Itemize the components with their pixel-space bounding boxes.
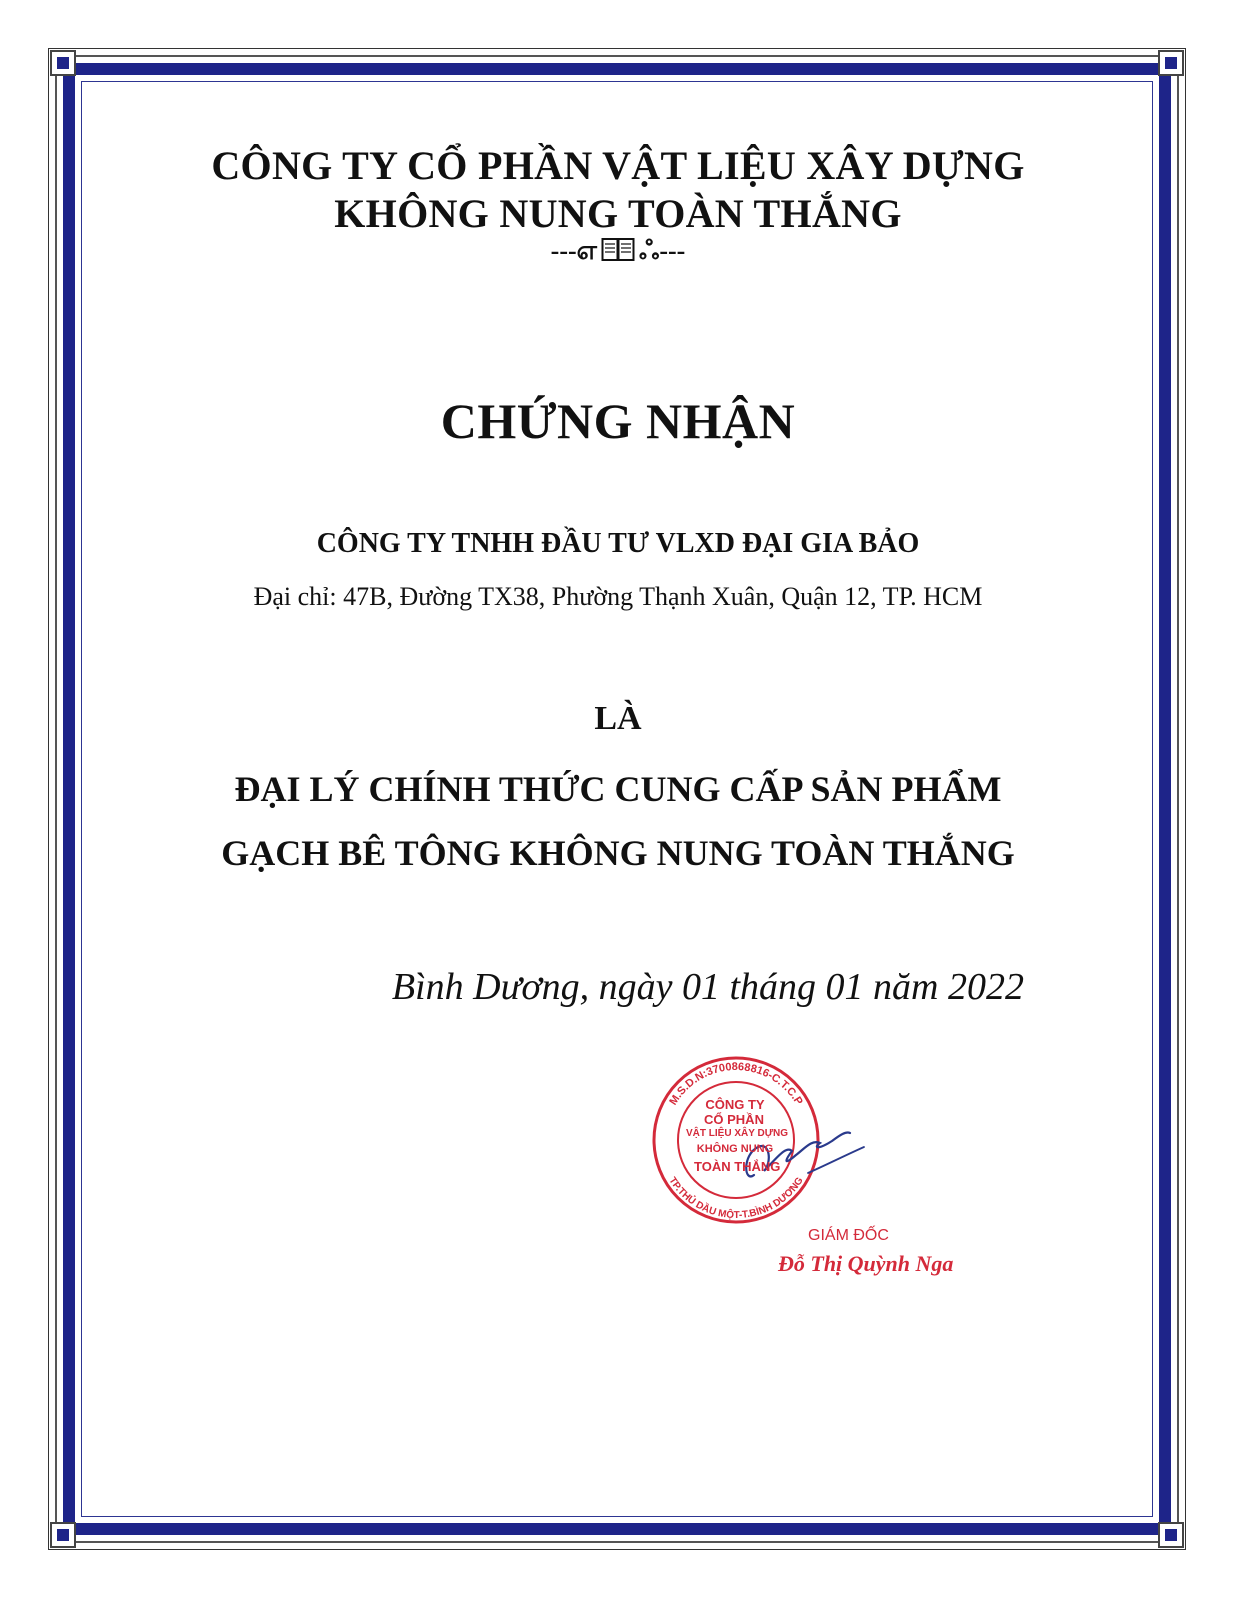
seal-line-2: CỔ PHẦN bbox=[704, 1112, 764, 1127]
corner-ornament-top-left bbox=[50, 50, 76, 76]
statement-la: LÀ bbox=[594, 700, 642, 737]
statement-role-line-2: GẠCH BÊ TÔNG KHÔNG NUNG TOÀN THẮNG bbox=[221, 833, 1015, 873]
issuer-company-line-2: KHÔNG NUNG TOÀN THẮNG bbox=[334, 191, 902, 236]
certificate-title: CHỨNG NHẬN bbox=[440, 393, 796, 449]
director-title: GIÁM ĐỐC bbox=[808, 1227, 889, 1244]
seal-line-4: KHÔNG NUNG bbox=[696, 1143, 774, 1155]
recipient-address: Đại chỉ: 47B, Đường TX38, Phường Thạnh Xuân, Quận 12, TP. HCM bbox=[253, 582, 983, 611]
director-name: Đỗ Thị Quỳnh Nga bbox=[778, 1251, 954, 1276]
header-ornament bbox=[0, 236, 1236, 269]
ornament-right: ஃ--- bbox=[638, 236, 686, 265]
issuer-company-line-1: CÔNG TY CỔ PHẦN VẬT LIỆU XÂY DỰNG bbox=[211, 143, 1025, 188]
seal-outer-bottom-text: TP.THỦ DẦU MỘT-T.BÌNH DƯƠNG bbox=[666, 1175, 806, 1222]
open-book-icon bbox=[601, 237, 635, 263]
statement-role-line-1: ĐẠI LÝ CHÍNH THỨC CUNG CẤP SẢN PHẨM bbox=[234, 769, 1002, 809]
seal-outer-top-text: M.S.D.N:3700868816-C.T.C.P bbox=[667, 1060, 805, 1108]
company-seal-and-signature bbox=[636, 1055, 956, 1295]
place-and-date: Bình Dương, ngày 01 tháng 01 năm 2022 bbox=[391, 966, 1024, 1008]
seal-line-5: TOÀN THẮNG bbox=[694, 1159, 781, 1174]
corner-ornament-bottom-right bbox=[1158, 1522, 1184, 1548]
seal-line-1: CÔNG TY bbox=[705, 1097, 765, 1112]
corner-ornament-top-right bbox=[1158, 50, 1184, 76]
corner-ornament-bottom-left bbox=[50, 1522, 76, 1548]
recipient-company-name: CÔNG TY TNHH ĐẦU TƯ VLXD ĐẠI GIA BẢO bbox=[316, 528, 920, 559]
seal-line-3: VẬT LIỆU XÂY DỰNG bbox=[686, 1128, 789, 1139]
ornament-left: ---எ bbox=[550, 236, 597, 265]
